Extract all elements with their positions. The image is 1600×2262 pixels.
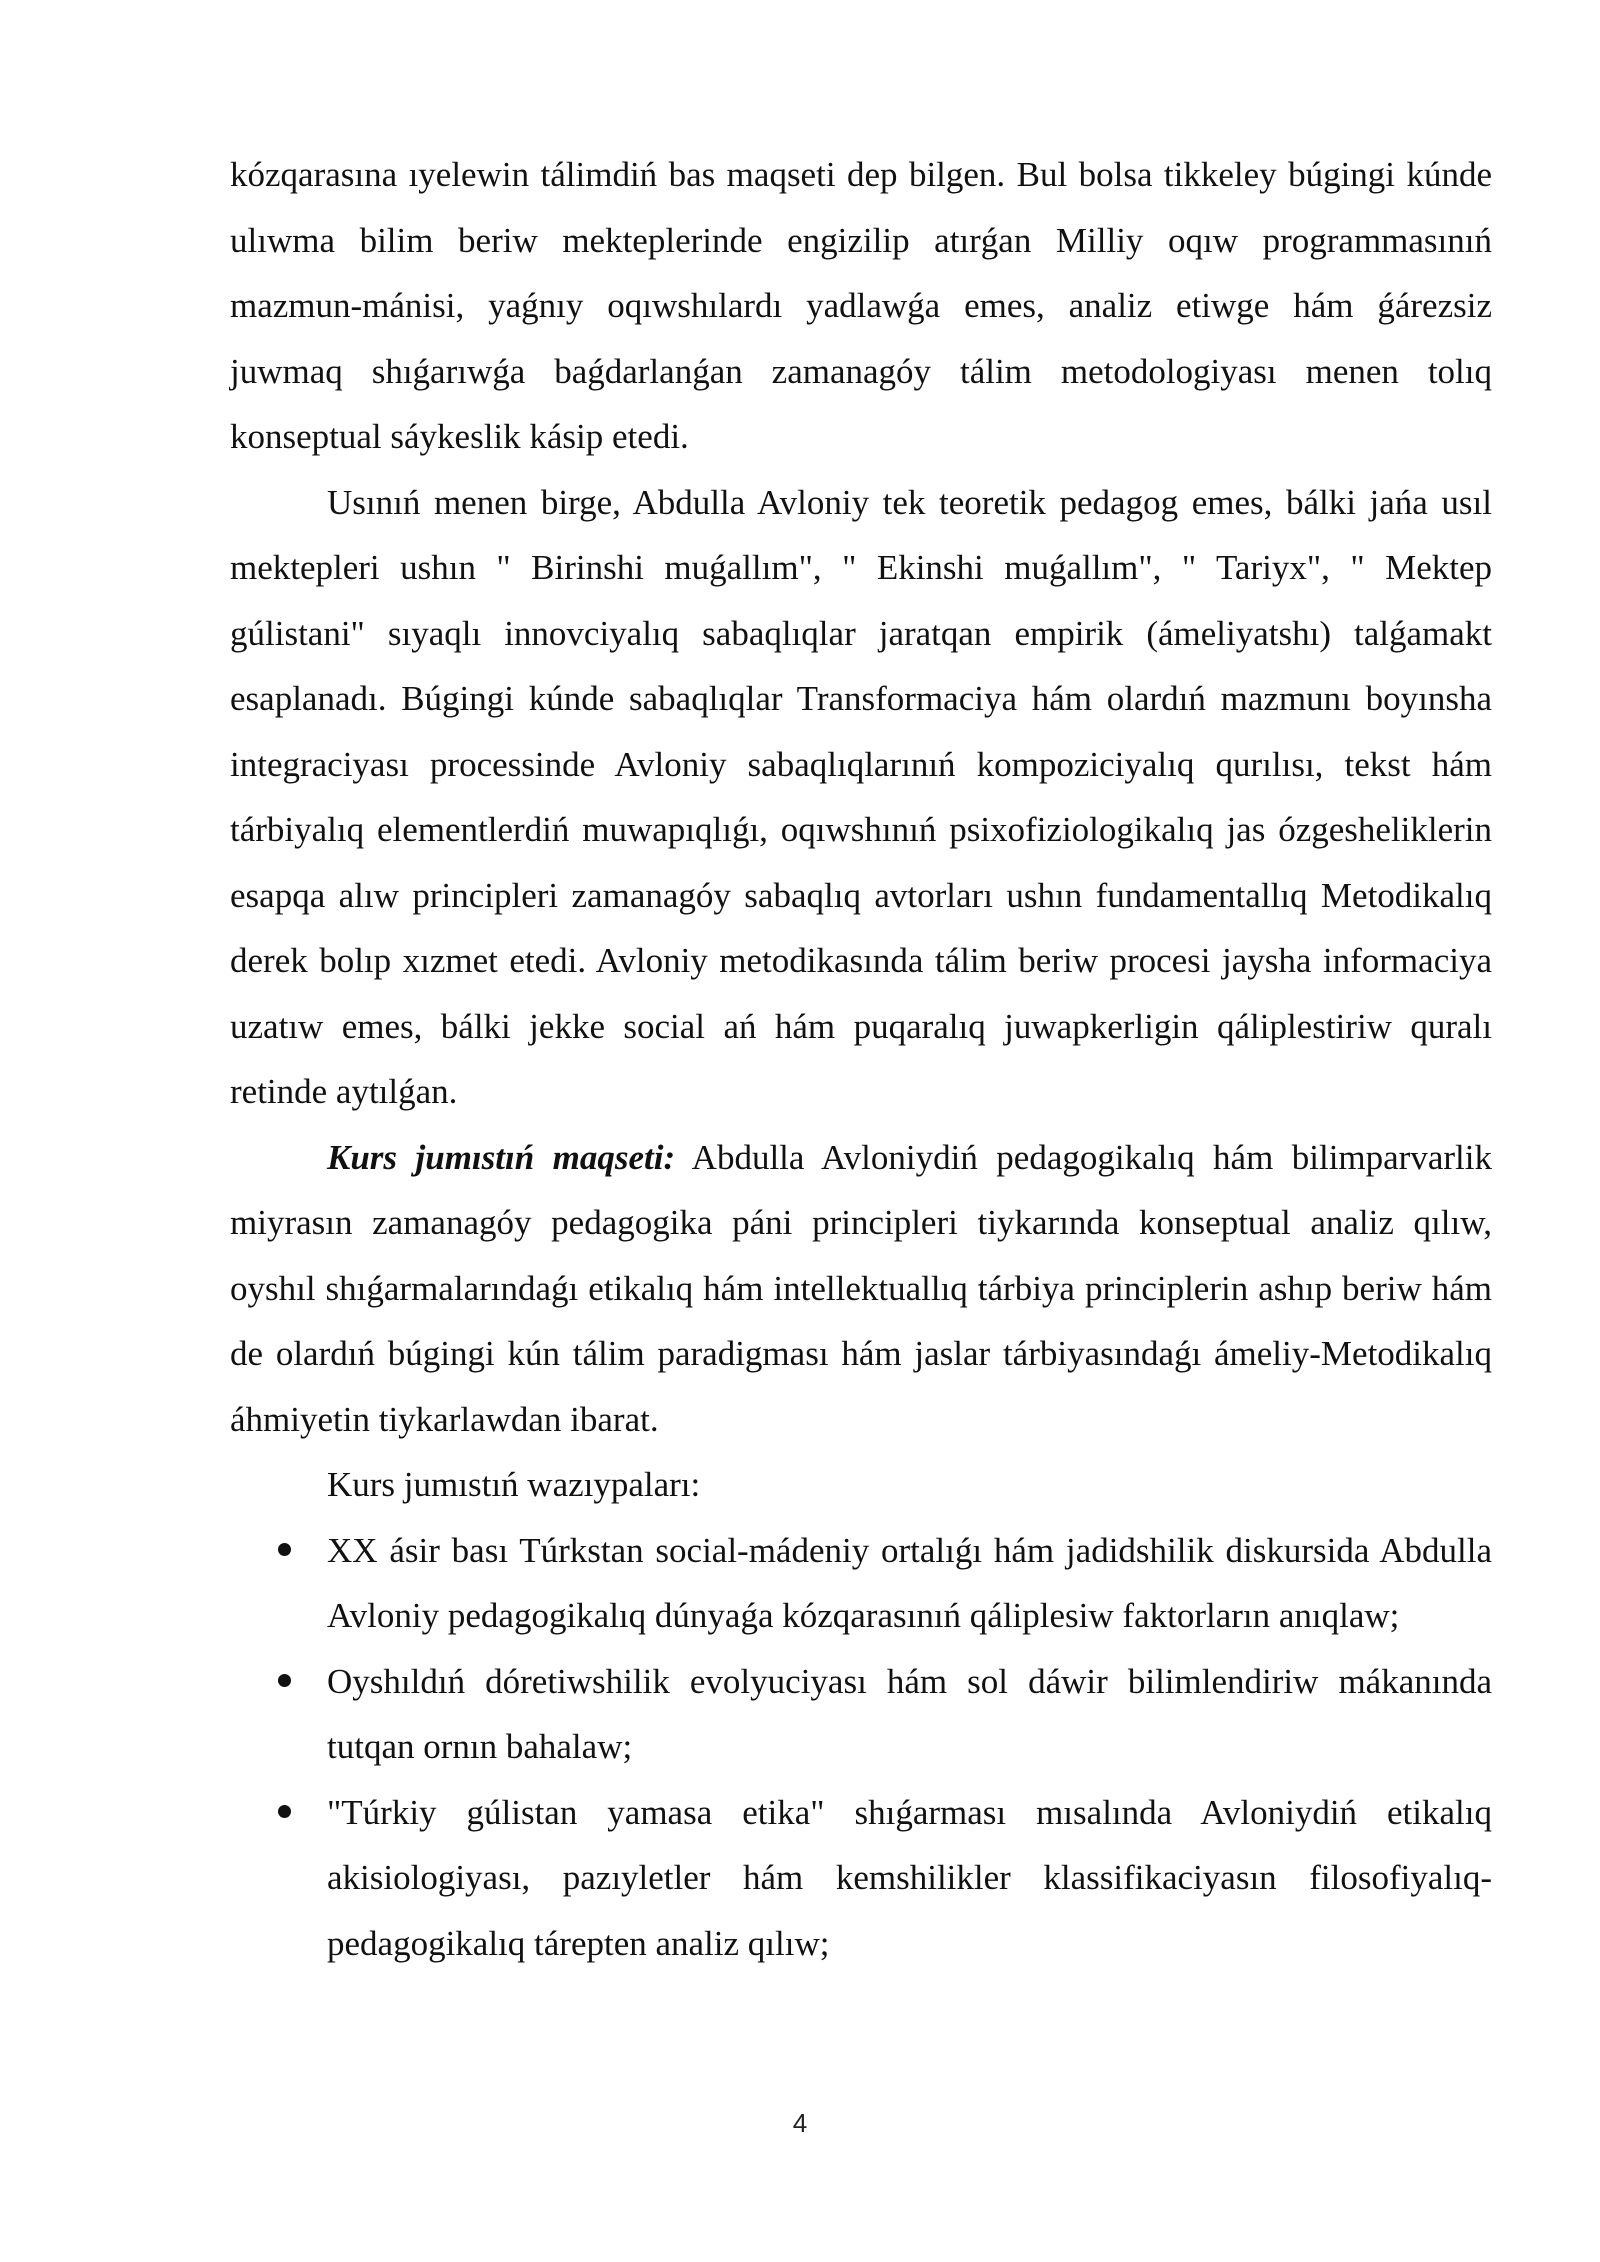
tasks-list [230,1518,1492,1977]
course-goal-heading: Kurs jumıstıń maqseti: [327,1137,676,1177]
course-goal-text: Abdulla Avloniydiń pedagogikalıq hám bilimparvarlik miyrasın zamanagóy pedagogika páni principleri tiykarında konseptual analiz qılıw, oyshıl shıǵarmalarındaǵı etikalıq hám intellektuallıq tárbiya principlerin ashıp beriw hám de olardıń búgingi kún tálim paradigması hám jaslar tárbiyasındaǵı ámeliy-Metodikalıq áhmiyetin tiykarlawdan ibarat. [230,1137,1492,1439]
paragraph-1: kózqarasına ıyelewin tálimdiń bas maqseti dep bilgen. Bul bolsa tikkeley búgingi kúnde ulıwma bilim beriw mekteplerinde engizilip atırǵan Milliy oqıw programmasınıń mazmun-mánisi, yaǵnıy oqıwshılardı yadlawǵa emes, analiz etiwge hám ǵárezsiz juwmaq shıǵarıwǵa baǵdarlanǵan zamanagóy tálim metodologiyası menen tolıq konseptual sáykeslik kásip etedi. [230,155,1492,456]
bullet-icon [278,1805,291,1818]
paragraph-2: Usınıń menen birge, Abdulla Avloniy tek teoretik pedagog emes, bálki jańa usıl mektepleri ushın " Birinshi muǵallım", " Ekinshi muǵallım", " Tariyx", " Mektep gúlistani" sıyaqlı innovciyalıq sabaqlıqlar jaratqan empirik (ámeliyatshı) talǵamakt esaplanadı. Búgingi kúnde sabaqlıqlar Transformaciya hám olardıń mazmunı boyınsha integraciyası processinde Avloniy sabaqlıqlarınıń kompoziciyalıq qurılısı, tekst hám tárbiyalıq elementlerdiń muwapıqlıǵı, oqıwshınıń psixofiziologikalıq jas ózgesheliklerin esapqa alıw principleri zamanagóy sabaqlıq avtorları ushın fundamentallıq Metodikalıq derek bolıp xızmet etedi. Avloniy metodikasında tálim beriw procesi jaysha informaciya uzatıw emes, bálki jekke social ań hám puqaralıq juwapkerligin qáliplestiriw quralı retinde aytılǵan. [230,482,1492,1111]
bullet-icon [278,1543,291,1556]
task-item [230,1780,1492,1977]
task-item [230,1649,1492,1780]
page-number: 4 [792,2108,808,2138]
bullet-icon [278,1674,291,1687]
paragraph-course-goal [230,1125,1492,1453]
task-item [230,1518,1492,1649]
tasks-heading: Kurs jumıstıń wazıypaları: [327,1465,701,1504]
task-text: XX ásir bası Túrkstan social-mádeniy ortalıǵı hám jadidshilik diskursida Abdulla Avloniy pedagogikalıq dúnyaǵa kózqarasınıń qáliplesiw faktorların anıqlaw; [327,1530,1492,1635]
task-text: Oyshıldıń dóretiwshilik evolyuciyası hám sol dáwir bilimlendiriw mákanında tutqan ornın bahalaw; [327,1661,1492,1766]
document-page [230,142,1492,1976]
task-text: "Túrkiy gúlistan yamasa etika" shıǵarması mısalında Avloniydiń etikalıq akisiologiyası, pazıyletler hám kemshilikler klassifikaciyasın filosofiyalıq-pedagogikalıq tárepten analiz qılıw; [327,1792,1492,1963]
